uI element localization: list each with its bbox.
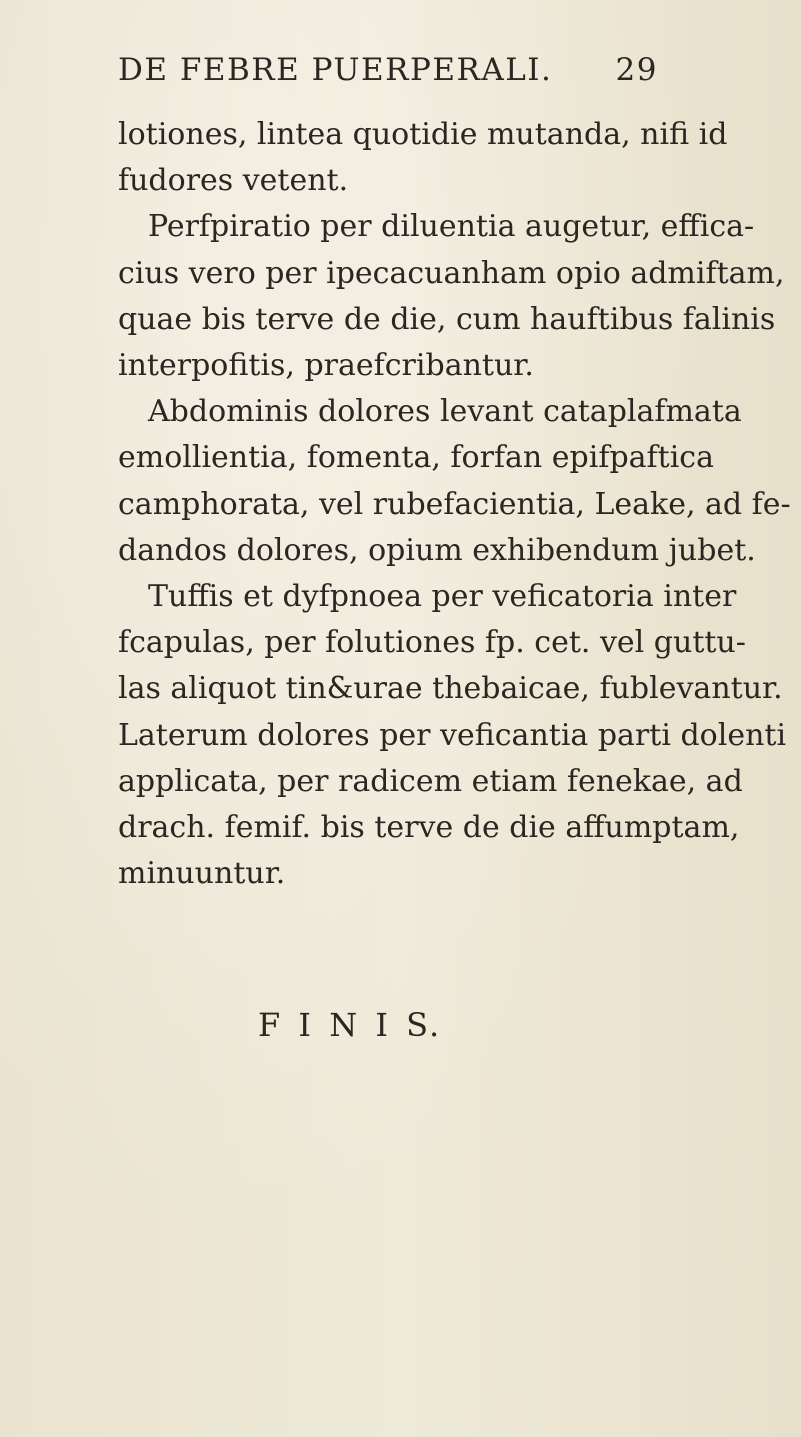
text-line: minuuntur. (118, 856, 286, 891)
text-line: Laterum dolores per veficantia parti dolenti (118, 718, 787, 753)
text-line: cius vero per ipecacuanham opio admiftam, (118, 256, 785, 291)
text-line: Abdominis dolores levant cataplafmata (148, 394, 742, 429)
text-line: las aliquot tin&urae thebaicae, fublevantur. (118, 671, 783, 706)
text-line: Perfpiratio per diluentia augetur, effica- (148, 209, 755, 244)
running-title: DE FEBRE PUERPERALI. (118, 52, 553, 88)
page-header (118, 52, 658, 96)
page-number: 29 (615, 52, 658, 88)
text-line: Tuffis et dyfpnoea per veficatoria inter (148, 579, 737, 614)
text-line: quae bis terve de die, cum hauftibus falinis (118, 302, 776, 337)
text-line: camphorata, vel rubefacientia, Leake, ad fe- (118, 487, 791, 522)
text-line: drach. femif. bis terve de die affumptam, (118, 810, 740, 845)
text-line: fcapulas, per folutiones fp. cet. vel guttu- (118, 625, 746, 660)
finis-marker: F I N I S. (258, 1006, 442, 1044)
text-line: interpofitis, praefcribantur. (118, 348, 534, 383)
text-line: emollientia, fomenta, forfan epifpaftica (118, 440, 714, 475)
text-line: lotiones, lintea quotidie mutanda, nifi id (118, 117, 728, 152)
text-line: dandos dolores, opium exhibendum jubet. (118, 533, 756, 568)
text-line: applicata, per radicem etiam fenekae, ad (118, 764, 743, 799)
text-line: fudores vetent. (118, 163, 349, 198)
